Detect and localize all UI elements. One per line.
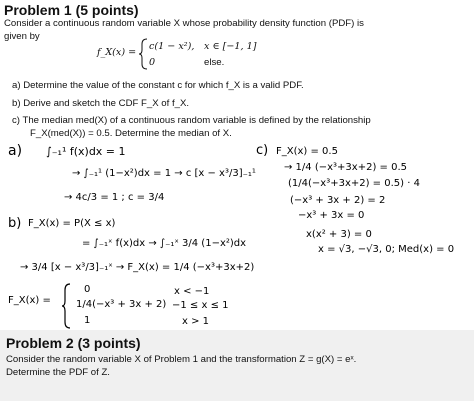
hw-b-piece1-cond: x < −1 — [174, 286, 210, 297]
hw-c-line7: x = √3, −√3, 0; Med(x) = 0 — [318, 244, 455, 255]
part-c-line2: F_X(med(X)) = 0.5. Determine the median of X. — [30, 128, 232, 139]
hw-b-line1: F_X(x) = P(X ≤ x) — [28, 218, 116, 229]
hw-b-label: b) — [8, 216, 22, 231]
hw-b-line2: = ∫₋₁ˣ f(x)dx → ∫₋₁ˣ 3/4 (1−x²)dx — [82, 238, 247, 249]
hw-c-line6: x(x² + 3) = 0 — [306, 229, 372, 240]
hw-b-piece-lhs: F_X(x) = — [8, 295, 51, 306]
hw-b-piece3-val: 1 — [84, 315, 91, 326]
hw-c-line3: (1/4(−x³+3x+2) = 0.5) · 4 — [288, 178, 420, 189]
problem2-title: Problem 2 (3 points) — [6, 335, 141, 351]
hw-b-piece1-val: 0 — [84, 284, 91, 295]
hw-c-line4: (−x³ + 3x + 2) = 2 — [290, 195, 386, 206]
hw-b-piece3-cond: x > 1 — [182, 316, 210, 327]
problem2-line1: Consider the random variable X of Problem 1 and the transformation Z = g(X) = eˣ. — [6, 354, 357, 365]
part-a: a) Determine the value of the constant c for which f_X is a valid PDF. — [12, 80, 304, 91]
hw-a-line3: → 4c/3 = 1 ; c = 3/4 — [64, 192, 165, 203]
hw-c-label: c) — [256, 143, 269, 158]
hw-a-label: a) — [8, 143, 23, 159]
problem2-line2: Determine the PDF of Z. — [6, 367, 110, 378]
pdf-case2-expr: 0 — [149, 57, 156, 68]
hw-c-line5: −x³ + 3x = 0 — [298, 210, 365, 221]
hw-c-line1: F_X(x) = 0.5 — [276, 146, 338, 157]
part-b: b) Derive and sketch the CDF F_X of f_X. — [12, 98, 190, 109]
hw-c-line2: → 1/4 (−x³+3x+2) = 0.5 — [284, 162, 407, 173]
pdf-lhs: f_X(x) = — [97, 47, 137, 58]
hw-a-line2: → ∫₋₁¹ (1−x²)dx = 1 → c [x − x³/3]₋₁¹ — [72, 168, 256, 179]
hw-b-line3: → 3/4 [x − x³/3]₋₁ˣ → F_X(x) = 1/4 (−x³+3x+2) — [20, 262, 255, 273]
pdf-brace — [139, 38, 149, 70]
hw-b-piece-brace — [62, 283, 72, 329]
problem2-section — [0, 330, 474, 401]
part-c-line1: c) The median med(X) of a continuous random variable is defined by the relationship — [12, 115, 371, 126]
pdf-case1-cond: x ∈ [−1, 1] — [204, 41, 257, 52]
hw-b-piece2-val: 1/4(−x³ + 3x + 2) — [76, 299, 167, 310]
pdf-case2-cond: else. — [204, 57, 225, 68]
pdf-case1-expr: c(1 − x²), — [149, 41, 195, 52]
hw-a-line1: ∫₋₁¹ f(x)dx = 1 — [46, 145, 126, 158]
problem1-intro-line1: Consider a continuous random variable X whose probability density function (PDF) is — [4, 18, 364, 29]
problem1-intro-line2: given by — [4, 31, 40, 42]
problem1-title: Problem 1 (5 points) — [4, 2, 139, 18]
hw-b-piece2-cond: −1 ≤ x ≤ 1 — [172, 300, 229, 311]
